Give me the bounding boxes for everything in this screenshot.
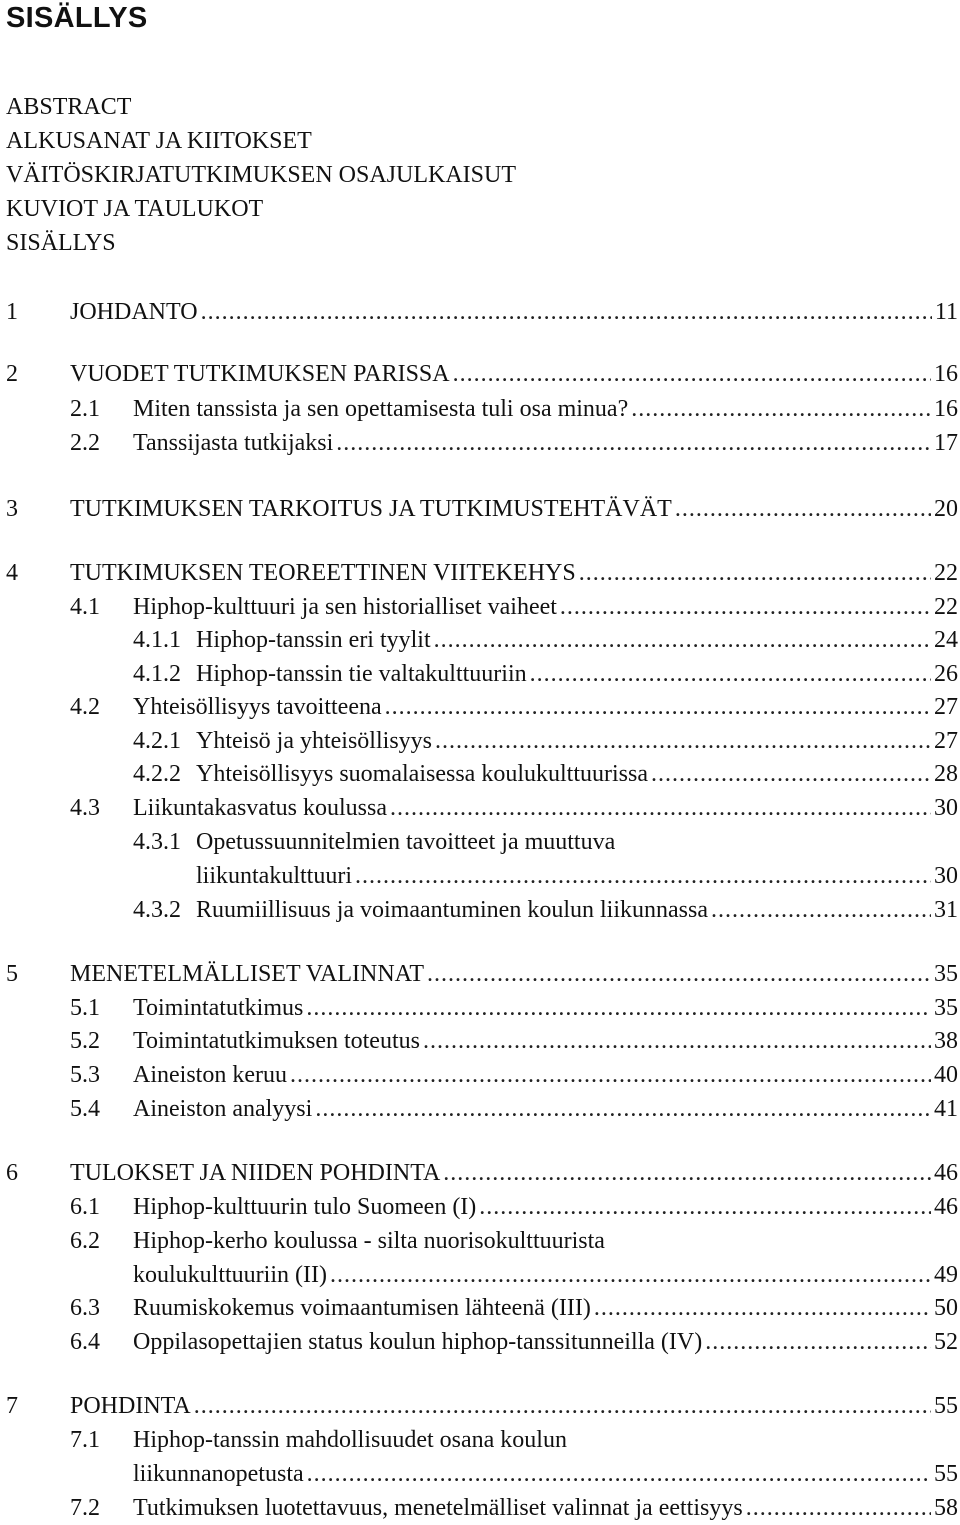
toc-entry-number: 2.1 xyxy=(70,396,100,422)
toc-entry-number: 7.2 xyxy=(70,1495,100,1521)
toc-entry[interactable] xyxy=(0,556,958,590)
toc-entry-number: 1 xyxy=(6,299,18,325)
page-title: SISÄLLYS xyxy=(6,2,148,34)
toc-entry-title[interactable]: TUTKIMUKSEN TEOREETTINEN VIITEKEHYS xyxy=(70,560,576,586)
toc-entry-title[interactable]: Hiphop-kerho koulussa - silta nuorisokulttuurista xyxy=(133,1228,605,1254)
dot-leader xyxy=(530,657,931,691)
dot-leader xyxy=(746,1491,931,1525)
dot-leader xyxy=(336,426,931,460)
toc-entry[interactable] xyxy=(0,426,958,460)
toc-entry[interactable] xyxy=(0,791,958,825)
toc-entry-title[interactable]: MENETELMÄLLISET VALINNAT xyxy=(70,961,424,987)
toc-entry-page[interactable]: 22 xyxy=(934,594,958,620)
toc-entry-title[interactable]: Ruumiskokemus voimaantumisen lähteenä (III) xyxy=(133,1295,591,1321)
toc-entry-title[interactable]: Aineiston keruu xyxy=(133,1062,287,1088)
toc-entry-page[interactable]: 26 xyxy=(934,661,958,687)
toc-entry-title[interactable]: Oppilasopettajien status koulun hiphop-tanssitunneilla (IV) xyxy=(133,1329,703,1355)
dot-leader xyxy=(434,623,931,657)
toc-entry-page[interactable]: 20 xyxy=(934,496,958,522)
dot-leader xyxy=(194,1389,931,1423)
dot-leader xyxy=(711,893,931,927)
dot-leader xyxy=(560,590,931,624)
toc-entry[interactable] xyxy=(0,893,958,927)
toc-entry[interactable] xyxy=(0,657,958,691)
toc-entry-page[interactable]: 30 xyxy=(934,863,958,889)
toc-entry-number: 4.2.2 xyxy=(133,761,181,787)
toc-entry-page[interactable]: 52 xyxy=(934,1329,958,1355)
toc-entry-title[interactable]: Yhteisöllisyys suomalaisessa koulukulttuurissa xyxy=(196,761,648,787)
toc-entry-title[interactable]: liikunnanopetusta xyxy=(133,1461,304,1487)
toc-entry-title[interactable]: Yhteisöllisyys tavoitteena xyxy=(133,694,382,720)
toc-entry-number: 5.3 xyxy=(70,1062,100,1088)
toc-entry-page[interactable]: 28 xyxy=(934,761,958,787)
toc-entry-page[interactable]: 38 xyxy=(934,1028,958,1054)
toc-entry[interactable] xyxy=(0,1190,958,1224)
dot-leader xyxy=(443,1156,931,1190)
toc-entry[interactable] xyxy=(0,623,958,657)
dot-leader xyxy=(594,1291,931,1325)
toc-entry-number: 4.2.1 xyxy=(133,728,181,754)
toc-entry-title[interactable]: JOHDANTO xyxy=(70,299,198,325)
toc-entry[interactable] xyxy=(0,1058,958,1092)
toc-entry-title[interactable]: Tutkimuksen luotettavuus, menetelmälliset valinnat ja eettisyys xyxy=(133,1495,743,1521)
toc-entry-page[interactable]: 49 xyxy=(934,1262,958,1288)
toc-entry-number: 4.3.1 xyxy=(133,829,181,855)
toc-entry-page[interactable]: 11 xyxy=(934,299,958,325)
dot-leader xyxy=(423,1024,931,1058)
toc-entry-number: 6.3 xyxy=(70,1295,100,1321)
toc-entry-page[interactable]: 16 xyxy=(934,396,958,422)
toc-entry-page[interactable]: 16 xyxy=(934,361,958,387)
toc-entry-number: 6 xyxy=(6,1160,18,1186)
toc-entry-number: 6.4 xyxy=(70,1329,100,1355)
dot-leader xyxy=(290,1058,931,1092)
toc-entry-title[interactable]: Liikuntakasvatus koulussa xyxy=(133,795,387,821)
toc-entry-title[interactable]: Hiphop-tanssin eri tyylit xyxy=(196,627,431,653)
toc-entry-title[interactable]: liikuntakulttuuri xyxy=(196,863,352,889)
front-matter-item[interactable]: SISÄLLYS xyxy=(6,230,116,256)
toc-entry[interactable] xyxy=(0,1291,958,1325)
toc-entry-number: 7.1 xyxy=(70,1427,100,1453)
toc-entry-page[interactable]: 30 xyxy=(934,795,958,821)
dot-leader xyxy=(453,357,931,391)
toc-entry-number: 4 xyxy=(6,560,18,586)
front-matter-item[interactable]: ABSTRACT xyxy=(6,94,132,120)
toc-entry-page[interactable]: 35 xyxy=(934,995,958,1021)
dot-leader xyxy=(306,991,931,1025)
toc-entry[interactable] xyxy=(0,590,958,624)
dot-leader xyxy=(435,724,931,758)
toc-entry-title[interactable]: Hiphop-tanssin mahdollisuudet osana koulun xyxy=(133,1427,567,1453)
toc-entry-title[interactable]: TULOKSET JA NIIDEN POHDINTA xyxy=(70,1160,441,1186)
toc-entry[interactable] xyxy=(0,1491,958,1525)
toc-entry[interactable] xyxy=(0,1024,958,1058)
toc-entry-title[interactable]: Hiphop-kulttuurin tulo Suomeen (I) xyxy=(133,1194,477,1220)
toc-entry-number: 6.1 xyxy=(70,1194,100,1220)
toc-entry[interactable] xyxy=(0,295,958,329)
dot-leader xyxy=(315,1092,931,1126)
toc-entry-page[interactable]: 27 xyxy=(934,728,958,754)
dot-leader xyxy=(427,957,931,991)
toc-entry[interactable] xyxy=(0,1457,958,1491)
toc-entry-page[interactable]: 55 xyxy=(934,1461,958,1487)
toc-entry[interactable] xyxy=(0,357,958,391)
toc-entry-number: 4.1.1 xyxy=(133,627,181,653)
toc-entry-page[interactable]: 22 xyxy=(934,560,958,586)
toc-entry-page[interactable]: 41 xyxy=(934,1096,958,1122)
dot-leader xyxy=(307,1457,931,1491)
toc-entry[interactable] xyxy=(0,991,958,1025)
dot-leader xyxy=(355,859,931,893)
front-matter-list xyxy=(6,90,516,260)
toc-entry[interactable] xyxy=(0,757,958,791)
toc-entry-number: 2 xyxy=(6,361,18,387)
toc-entry-number: 4.3 xyxy=(70,795,100,821)
toc-entry-title[interactable]: Toimintatutkimus xyxy=(133,995,304,1021)
toc-entry-title[interactable]: Ruumiillisuus ja voimaantuminen koulun liikunnassa xyxy=(196,897,708,923)
toc-entry-page[interactable]: 24 xyxy=(934,627,958,653)
toc-entry-title[interactable]: VUODET TUTKIMUKSEN PARISSA xyxy=(70,361,450,387)
toc-entry-title[interactable]: POHDINTA xyxy=(70,1393,191,1419)
toc-entry-number: 4.2 xyxy=(70,694,100,720)
toc-entry[interactable] xyxy=(0,392,958,426)
toc-entry-title[interactable]: Toimintatutkimuksen toteutus xyxy=(133,1028,420,1054)
toc-entry-number: 5 xyxy=(6,961,18,987)
dot-leader xyxy=(651,757,931,791)
dot-leader xyxy=(675,492,931,526)
toc-entry-title[interactable]: Tanssijasta tutkijaksi xyxy=(133,430,334,456)
toc-entry-title[interactable]: Opetussuunnitelmien tavoitteet ja muuttuva xyxy=(196,829,616,855)
toc-entry[interactable] xyxy=(0,1224,958,1258)
dot-leader xyxy=(385,690,931,724)
toc-entry-number: 6.2 xyxy=(70,1228,100,1254)
toc-entry[interactable] xyxy=(0,957,958,991)
toc-entry-page[interactable]: 27 xyxy=(934,694,958,720)
toc-entry[interactable] xyxy=(0,724,958,758)
toc-entry-page[interactable]: 35 xyxy=(934,961,958,987)
toc-entry-page[interactable]: 58 xyxy=(934,1495,958,1521)
toc-entry-number: 5.4 xyxy=(70,1096,100,1122)
toc-entry-title[interactable]: TUTKIMUKSEN TARKOITUS JA TUTKIMUSTEHTÄVÄT xyxy=(70,496,672,522)
front-matter-item[interactable]: ALKUSANAT JA KIITOKSET xyxy=(6,128,312,154)
toc-entry-title[interactable]: Miten tanssista ja sen opettamisesta tuli osa minua? xyxy=(133,396,629,422)
dot-leader xyxy=(705,1325,931,1359)
toc-entry[interactable] xyxy=(0,825,958,859)
toc-entry-page[interactable]: 17 xyxy=(934,430,958,456)
toc-entry-page[interactable]: 40 xyxy=(934,1062,958,1088)
toc-entry[interactable] xyxy=(0,859,958,893)
toc-entry[interactable] xyxy=(0,492,958,526)
toc-entry[interactable] xyxy=(0,1325,958,1359)
dot-leader xyxy=(330,1258,931,1292)
toc-entry-number: 4.3.2 xyxy=(133,897,181,923)
toc-entry-number: 5.1 xyxy=(70,995,100,1021)
dot-leader xyxy=(201,295,932,329)
toc-entry-title[interactable]: koulukulttuuriin (II) xyxy=(133,1262,327,1288)
toc-entry-page[interactable]: 46 xyxy=(934,1160,958,1186)
toc-entry-title[interactable]: Aineiston analyysi xyxy=(133,1096,313,1122)
toc-entry[interactable] xyxy=(0,690,958,724)
toc-entry-page[interactable]: 31 xyxy=(934,897,958,923)
toc-entry-number: 7 xyxy=(6,1393,18,1419)
toc-entry-title[interactable]: Yhteisö ja yhteisöllisyys xyxy=(196,728,432,754)
toc-entry-page[interactable]: 46 xyxy=(934,1194,958,1220)
toc-entry-number: 4.1 xyxy=(70,594,100,620)
dot-leader xyxy=(479,1190,931,1224)
toc-entry[interactable] xyxy=(0,1258,958,1292)
toc-entry-page[interactable]: 50 xyxy=(934,1295,958,1321)
front-matter-item[interactable]: KUVIOT JA TAULUKOT xyxy=(6,196,264,222)
toc-entry[interactable] xyxy=(0,1092,958,1126)
toc-entry-number: 5.2 xyxy=(70,1028,100,1054)
toc-entry[interactable] xyxy=(0,1156,958,1190)
toc-entry[interactable] xyxy=(0,1389,958,1423)
toc-entry-number: 3 xyxy=(6,496,18,522)
toc-entry-number: 4.1.2 xyxy=(133,661,181,687)
dot-leader xyxy=(579,556,931,590)
toc-entry-title[interactable]: Hiphop-tanssin tie valtakulttuuriin xyxy=(196,661,527,687)
toc-entry[interactable] xyxy=(0,1423,958,1457)
front-matter-item[interactable]: VÄITÖSKIRJATUTKIMUKSEN OSAJULKAISUT xyxy=(6,162,516,188)
toc-entry-title[interactable]: Hiphop-kulttuuri ja sen historialliset vaiheet xyxy=(133,594,557,620)
toc-entry-page[interactable]: 55 xyxy=(934,1393,958,1419)
toc-entry-number: 2.2 xyxy=(70,430,100,456)
dot-leader xyxy=(390,791,931,825)
dot-leader xyxy=(631,392,931,426)
